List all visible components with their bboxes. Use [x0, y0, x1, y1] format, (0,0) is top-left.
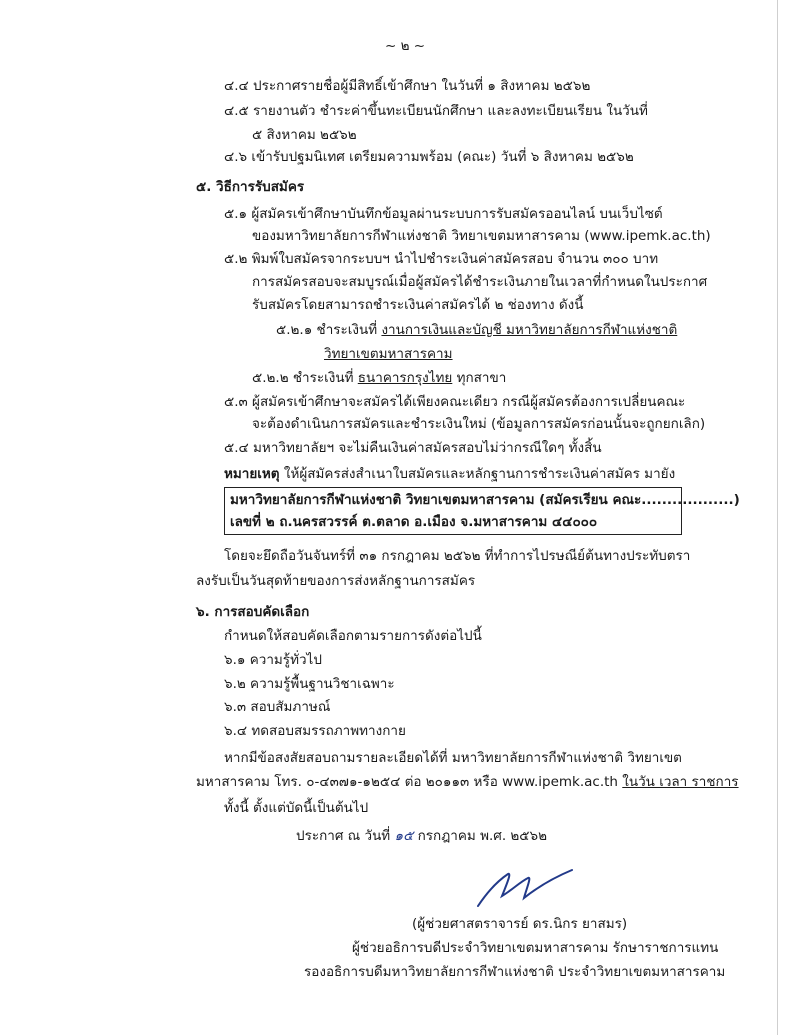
contact-line1: หากมีข้อสงสัยสอบถามรายละเอียดได้ที่ มหาวิทยาลัยการกีฬาแห่งชาติ วิทยาเขต: [224, 750, 682, 766]
announce-month-year: กรกฎาคม พ.ศ. ๒๕๖๒: [413, 828, 547, 844]
item-5-2-line3: รับสมัครโดยสามารถชำระเงินค่าสมัครได้ ๒ ช่องทาง ดังนี้: [252, 297, 584, 313]
item-5-2-line1: ๕.๒ พิมพ์ใบสมัครจากระบบฯ นำไปชำระเงินค่าสมัครสอบ จำนวน ๓๐๐ บาท: [224, 251, 659, 267]
item-5-2-2: [252, 368, 506, 388]
item-5-3-line1: ๕.๓ ผู้สมัครเข้าศึกษาจะสมัครได้เพียงคณะเดียว กรณีผู้สมัครต้องการเปลี่ยนคณะ: [224, 394, 686, 410]
contact-office-hours: ในวัน เวลา ราชการ: [622, 774, 739, 790]
item-4-5-line1: ๔.๕ รายงานตัว ชำระค่าขึ้นทะเบียนนักศึกษา และลงทะเบียนเรียน ในวันที่: [224, 103, 648, 119]
signature: [468, 864, 578, 914]
note-text: ให้ผู้สมัครส่งสำเนาใบสมัครและหลักฐานการชำระเงินค่าสมัคร มายัง: [279, 466, 676, 482]
address-line2: เลขที่ ๒ ถ.นครสวรรค์ ต.ตลาด อ.เมือง จ.มหาสารคาม ๔๔๐๐๐: [230, 514, 598, 530]
announce-date: [296, 826, 547, 846]
contact-phone-web: มหาสารคาม โทร. ๐-๔๓๗๑-๑๒๕๔ ต่อ ๒๐๑๑๓ หรือ www.ipemk.ac.th: [196, 774, 623, 790]
item-5-2-1-office: งานการเงินและบัญชี มหาวิทยาลัยการกีฬาแห่งชาติ: [381, 322, 678, 338]
item-4-6: ๔.๖ เข้ารับปฐมนิเทศ เตรียมความพร้อม (คณะ) วันที่ ๖ สิงหาคม ๒๕๖๒: [224, 149, 634, 165]
note-line: [224, 464, 675, 484]
signer-position-1: ผู้ช่วยอธิการบดีประจำวิทยาเขตมหาสารคาม รักษาราชการแทน: [352, 940, 719, 956]
item-6-3: ๖.๓ สอบสัมภาษณ์: [224, 699, 331, 715]
item-5-1-line2: ของมหาวิทยาลัยการกีฬาแห่งชาติ วิทยาเขตมหาสารคาม (www.ipemk.ac.th): [252, 228, 711, 244]
note-label: หมายเหตุ: [224, 466, 280, 482]
postmark-line2: ลงรับเป็นวันสุดท้ายของการส่งหลักฐานการสมัคร: [196, 573, 476, 589]
item-4-4: ๔.๔ ประกาศรายชื่อผู้มีสิทธิ์เข้าศึกษา ในวันที่ ๑ สิงหาคม ๒๕๖๒: [224, 78, 591, 94]
announce-day-handwritten: ๑๕: [394, 828, 414, 844]
item-5-2-line2: การสมัครสอบจะสมบูรณ์เมื่อผู้สมัครได้ชำระเงินภายในเวลาที่กำหนดในประกาศ: [252, 274, 708, 290]
section-6-heading: ๖. การสอบคัดเลือก: [196, 604, 310, 620]
item-5-2-2-prefix: ๕.๒.๒ ชำระเงินที่: [252, 370, 358, 386]
item-6-2: ๖.๒ ความรู้พื้นฐานวิชาเฉพาะ: [224, 676, 395, 692]
signer-position-2: รองอธิการบดีมหาวิทยาลัยการกีฬาแห่งชาติ ประจำวิทยาเขตมหาสารคาม: [304, 964, 726, 980]
page-number: ~ ๒ ~: [385, 38, 426, 54]
item-5-3-line2: จะต้องดำเนินการสมัครและชำระเงินใหม่ (ข้อมูลการสมัครก่อนนั้นจะถูกยกเลิก): [252, 416, 706, 432]
item-5-2-2-suffix: ทุกสาขา: [452, 370, 507, 386]
address-line1: มหาวิทยาลัยการกีฬาแห่งชาติ วิทยาเขตมหาสารคาม (สมัครเรียน คณะ..................): [230, 492, 740, 508]
signer-name: (ผู้ช่วยศาสตราจารย์ ดร.นิกร ยาสมร): [412, 916, 628, 932]
postmark-line1: โดยจะยึดถือวันจันทร์ที่ ๓๑ กรกฎาคม ๒๕๖๒ ที่ทำการไปรษณีย์ต้นทางประทับตรา: [224, 548, 691, 564]
contact-line2: [196, 772, 739, 792]
item-5-2-2-bank: ธนาคารกรุงไทย: [357, 370, 453, 386]
item-4-5-line2: ๕ สิงหาคม ๒๕๖๒: [252, 127, 357, 143]
item-5-2-1-prefix: ๕.๒.๑ ชำระเงินที่: [276, 322, 382, 338]
scan-edge: [777, 0, 778, 1035]
section-5-heading: ๕. วิธีการรับสมัคร: [196, 179, 305, 195]
effective-line: ทั้งนี้ ตั้งแต่บัดนี้เป็นต้นไป: [224, 800, 369, 816]
section-6-intro: กำหนดให้สอบคัดเลือกตามรายการดังต่อไปนี้: [224, 628, 482, 644]
item-6-4: ๖.๔ ทดสอบสมรรถภาพทางกาย: [224, 723, 406, 739]
announce-prefix: ประกาศ ณ วันที่: [296, 828, 395, 844]
item-5-4: ๕.๔ มหาวิทยาลัยฯ จะไม่คืนเงินค่าสมัครสอบไม่ว่ากรณีใดๆ ทั้งสิ้น: [224, 440, 602, 456]
item-5-2-1: [276, 320, 677, 340]
item-5-1-line1: ๕.๑ ผู้สมัครเข้าศึกษาบันทึกข้อมูลผ่านระบบการรับสมัครออนไลน์ บนเว็บไซต์: [224, 206, 663, 222]
item-5-2-1-campus: วิทยาเขตมหาสารคาม: [324, 346, 453, 362]
item-6-1: ๖.๑ ความรู้ทั่วไป: [224, 652, 322, 668]
